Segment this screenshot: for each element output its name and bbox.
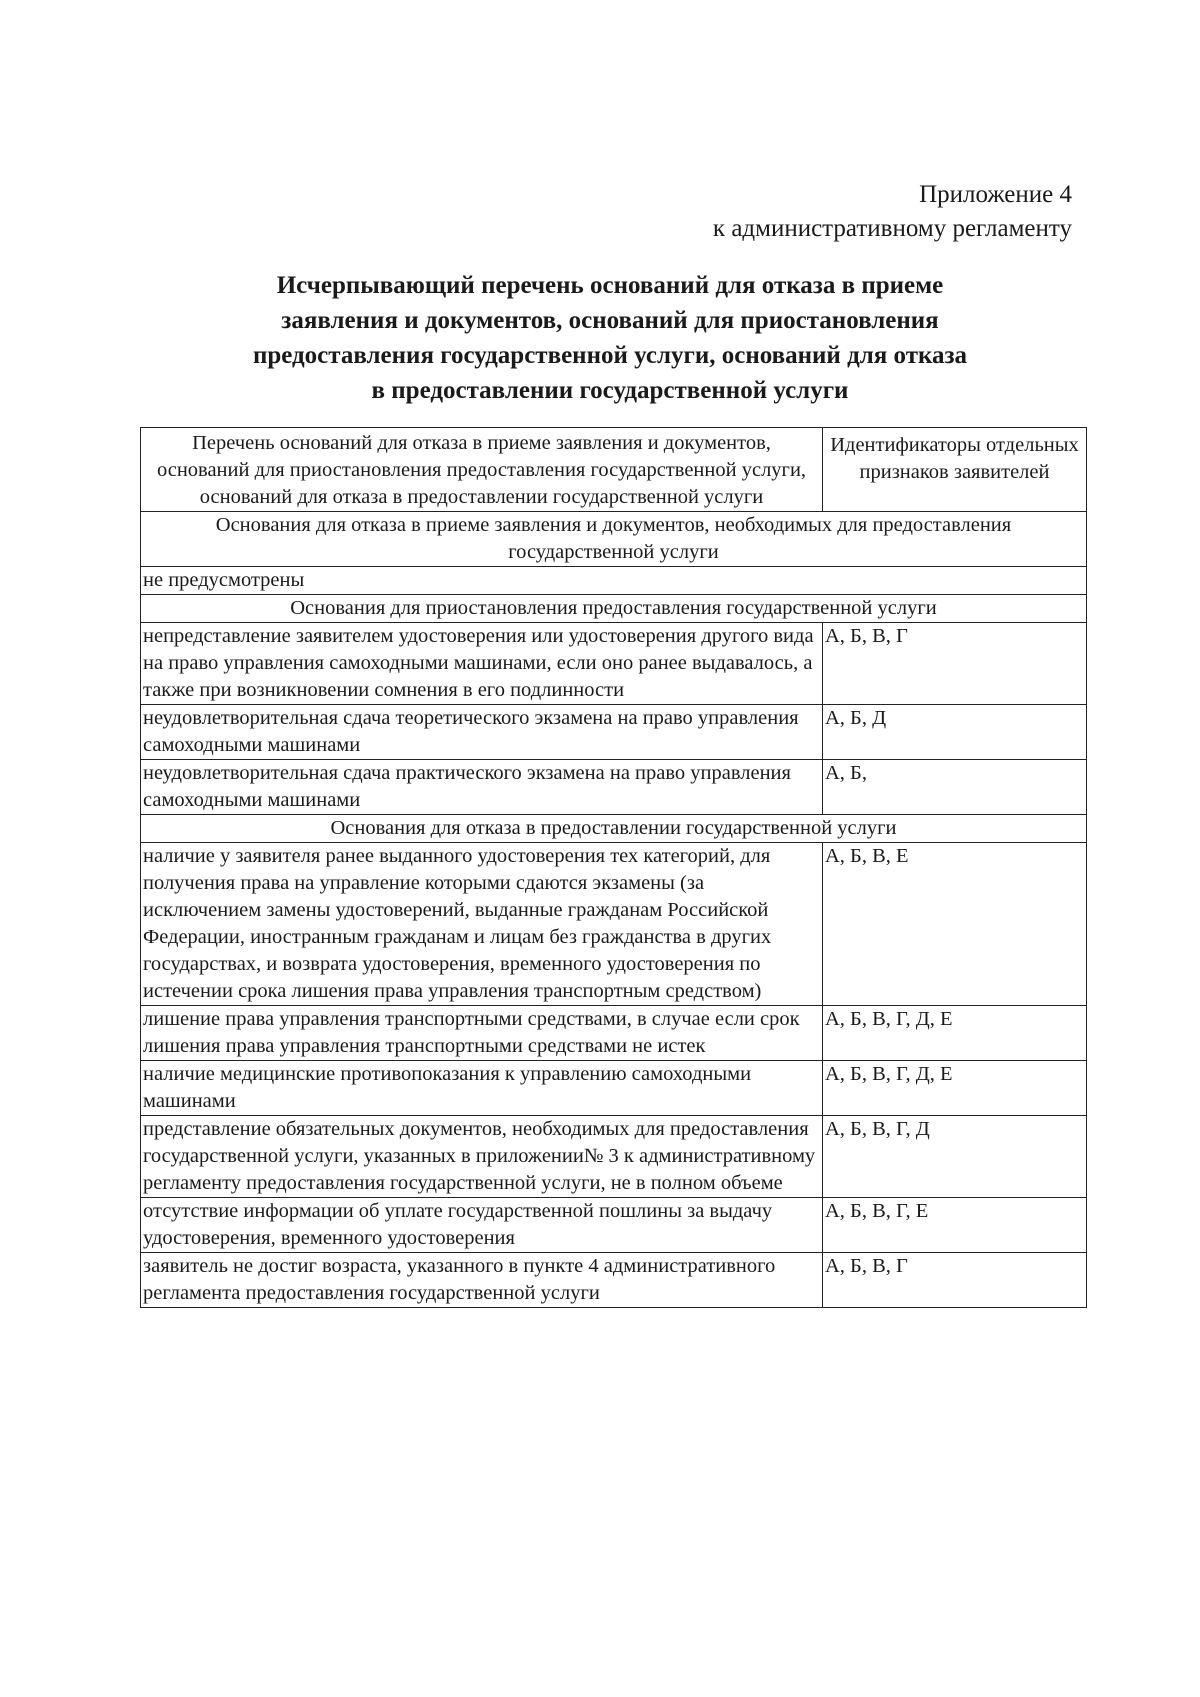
appendix-number: Приложение 4 [919,181,1072,208]
ground-cell: наличие у заявителя ранее выданного удостоверения тех категорий, для получения права на управление которыми сдаются экзамены (за исключением замены удостоверений, выданные гражданам Российской Федерации, иностранным гражданам и лицам без гражданства в других государствах, и возврата удостоверения, временного удостоверения по истечении срока лишения права управления транспортным средством) [141,843,823,1006]
grounds-table [140,427,1087,1308]
identifiers-cell: А, Б, В, Г, Д [823,1116,1087,1198]
section-row [141,595,1087,623]
table-header-row [141,428,1087,512]
appendix-reference: к административному регламенту [712,215,1072,242]
table-row [141,1253,1087,1308]
header-grounds: Перечень оснований для отказа в приеме заявления и документов, оснований для приостановления предоставления государственной услуги, оснований для отказа в предоставлении государственной услуги [141,428,823,512]
section-row [141,815,1087,843]
ground-cell: представление обязательных документов, необходимых для предоставления государственной услуги, указанных в приложении№ 3 к административному регламенту предоставления государственной услуги, не в полном объеме [141,1116,823,1198]
table-row [141,1198,1087,1253]
title-line-1: Исчерпывающий перечень оснований для отказа в приеме [276,272,944,299]
identifiers-cell: А, Б, В, Г, Д, Е [823,1061,1087,1116]
identifiers-cell: А, Б, В, Г [823,1253,1087,1308]
ground-cell: неудовлетворительная сдача теоретического экзамена на право управления самоходными машинами [141,705,823,760]
ground-cell: не предусмотрены [141,567,1087,595]
identifiers-cell: А, Б, Д [823,705,1087,760]
identifiers-cell: А, Б, В, Г [823,623,1087,705]
ground-cell: заявитель не достиг возраста, указанного в пункте 4 административного регламента предоставления государственной услуги [141,1253,823,1308]
section-row [141,512,1087,567]
table-row [141,1116,1087,1198]
title-line-2: заявления и документов, оснований для приостановления [281,307,939,334]
appendix-header [713,178,1072,246]
table-row [141,760,1087,815]
identifiers-cell: А, Б, В, Г, Д, Е [823,1006,1087,1061]
table-row [141,623,1087,705]
header-identifiers: Идентификаторы отдельных признаков заявителей [823,428,1087,512]
document-title [140,268,1080,408]
title-line-4: в предоставлении государственной услуги [371,377,849,404]
table-row [141,1006,1087,1061]
table-row [141,1061,1087,1116]
ground-cell: неудовлетворительная сдача практического экзамена на право управления самоходными машинами [141,760,823,815]
table-row [141,567,1087,595]
ground-cell: лишение права управления транспортными средствами, в случае если срок лишения права управления транспортными средствами не истек [141,1006,823,1061]
ground-cell: непредставление заявителем удостоверения или удостоверения другого вида на право управления самоходными машинами, если оно ранее выдавалось, а также при возникновении сомнения в его подлинности [141,623,823,705]
ground-cell: отсутствие информации об уплате государственной пошлины за выдачу удостоверения, временного удостоверения [141,1198,823,1253]
identifiers-cell: А, Б, В, Г, Е [823,1198,1087,1253]
ground-cell: наличие медицинские противопоказания к управлению самоходными машинами [141,1061,823,1116]
section-title-reception-refusal: Основания для отказа в приеме заявления и документов, необходимых для предоставления государственной услуги [141,512,1087,567]
title-line-3: предоставления государственной услуги, оснований для отказа [252,342,968,369]
section-title-service-refusal: Основания для отказа в предоставлении государственной услуги [141,815,1087,843]
identifiers-cell: А, Б, В, Е [823,843,1087,1006]
table-row [141,843,1087,1006]
section-title-suspension: Основания для приостановления предоставления государственной услуги [141,595,1087,623]
table-row [141,705,1087,760]
identifiers-cell: А, Б, [823,760,1087,815]
